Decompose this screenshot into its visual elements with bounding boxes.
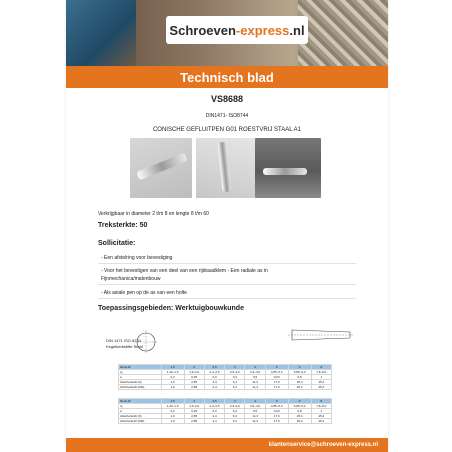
table-cell: d₁ [119,370,162,375]
table-cell: 4,4 [204,414,224,419]
table-row [119,385,332,390]
table-cell: 3,9–4,0 [245,370,265,375]
table-cell: 11,3 [245,419,265,424]
table-cell: 4,4 [204,385,224,390]
table-cell: 6,4 [225,385,245,390]
toolbox-photo [66,0,136,66]
table-cell: 25,4 [288,414,311,419]
table-cell: 45,2 [311,414,331,419]
table-cell: 11,3 [245,385,265,390]
table-cell: 0,3 [204,409,224,414]
brand-logo [166,16,308,44]
tensile-label: Treksterkte: 50 [98,222,148,229]
table-cell: 0,8 [288,375,311,380]
table-cell: 1,6 [161,385,184,390]
logo-accent: -express [235,22,290,38]
table-cell: 17,6 [265,385,288,390]
availability-text: Verkrijgbaar in diameter 2 t/m 8 en lengte 8 t/m 60 [98,211,209,217]
logo-main: Schroeven [169,22,236,38]
table-cell: 5 [265,365,288,370]
table-cell: 8 [311,399,331,404]
table-cell: 45,2 [311,419,331,424]
fields-label: Toepassingsgebieden: Werktuigbouwkunde [98,305,244,312]
product-photo-3 [255,138,321,198]
table-cell: 4,85–5,0 [265,404,288,409]
title-band: Technisch blad [66,66,388,88]
table-cell: 2,85 [184,385,204,390]
table-cell: 6 [288,365,311,370]
table-cell: 1,40–1,5 [161,370,184,375]
table-cell: 25,4 [288,419,311,424]
table-cell: 1,6 [161,380,184,385]
footer-email-link[interactable]: klantenservice@schroeven-express.nl [268,442,378,448]
table-cell: 4,4 [204,419,224,424]
table-cell: 5,85–6,0 [288,370,311,375]
table-cell: 0,5 [245,375,265,380]
table-cell: Abscherkraft (DM) [119,419,162,424]
bullet-3: Fijnmechanica/matenbouw [101,276,161,282]
divider [98,263,356,264]
drawing-caption-1: DIN 1471 ISO 8744 [106,338,141,343]
table-cell: 3 [225,365,245,370]
table-cell: 2,5 [204,365,224,370]
table-cell: 6,4 [225,419,245,424]
table-cell: 11,3 [245,414,265,419]
norm-text: DIN1471- ISO8744 [205,113,249,119]
table-cell: 2 [184,365,204,370]
table-cell: 25,4 [288,385,311,390]
table-cell: 0,3 [204,375,224,380]
table-cell: 4,85–5,0 [265,370,288,375]
table-cell: 2,85 [184,414,204,419]
table-cell: 1,40–1,5 [161,404,184,409]
table-cell: Abscherkraft (DM) [119,385,162,390]
table-cell: 4 [245,399,265,404]
product-description: CONISCHE GEFLUITPEN G01 ROESTVRIJ STAAL A1 [152,127,302,133]
table-cell: 1,6 [161,419,184,424]
table-cell: 5,85–6,0 [288,404,311,409]
table-cell: 2 [184,399,204,404]
product-photo-1 [130,138,192,198]
table-cell: 17,6 [265,414,288,419]
table-cell: 5 [265,399,288,404]
table-cell: 25,4 [288,380,311,385]
table-cell: 7,8–8,0 [311,404,331,409]
table-cell: 2,9–3,0 [225,404,245,409]
table-cell: 0,4 [225,409,245,414]
divider [98,284,356,285]
table-cell: 1,9–2,0 [184,370,204,375]
table-cell: 0,25 [184,375,204,380]
table-cell: 2,4–2,5 [204,404,224,409]
table-cell: 3,9–4,0 [245,404,265,409]
table-cell: 4 [245,365,265,370]
table-cell: 17,6 [265,419,288,424]
table-cell: 1 [311,375,331,380]
dimension-table-2 [118,398,332,424]
table-cell: 2,4–2,5 [204,370,224,375]
table-cell: 1,9–2,0 [184,404,204,409]
table-cell: a [119,409,162,414]
table-cell: 6 [288,399,311,404]
table-cell: 7,8–8,0 [311,370,331,375]
table-cell: 2,5 [204,399,224,404]
table-cell: 8 [311,365,331,370]
table-cell: 1,5 [161,365,184,370]
drawing-caption-2: Kegelkerbstifte Stahl [106,344,143,349]
table-cell: 1,6 [161,414,184,419]
table-cell: Nenn-Ø [119,365,162,370]
table-cell: 45,2 [311,380,331,385]
table-cell: 0,63 [265,375,288,380]
table-cell: 1,5 [161,399,184,404]
table-cell: 0,5 [245,409,265,414]
product-code: VS8688 [210,94,244,104]
table-cell: 0,2 [161,375,184,380]
application-label: Sollicitatie: [98,240,136,247]
table-cell: 0,25 [184,409,204,414]
product-photo-2 [196,138,256,198]
header-banner [66,0,388,66]
table-cell: 2,85 [184,380,204,385]
table-cell: 11,3 [245,380,265,385]
table-cell: 45,2 [311,385,331,390]
dimension-table-1 [118,364,332,390]
bullet-2: - Voor het bevestigen van een deel van een rijdraadklem - Een radiale as in [101,268,268,274]
table-cell: 0,8 [288,409,311,414]
bullet-1: - Een afstelring voor bevestiging [101,255,173,261]
table-cell: 0,2 [161,409,184,414]
table-cell: 3 [225,399,245,404]
table-cell: 17,6 [265,380,288,385]
logo-tld: .nl [289,22,305,38]
table-row [119,419,332,424]
screws-photo [298,0,388,66]
table-cell: 6,4 [225,414,245,419]
footer-band [66,438,388,452]
table-cell: 1 [311,409,331,414]
table-cell: 2,85 [184,419,204,424]
table-cell: Abscherkraft (S) [119,414,162,419]
table-cell: 2,9–3,0 [225,370,245,375]
table-cell: 0,63 [265,409,288,414]
table-cell: 4,4 [204,380,224,385]
table-cell: Abscherkraft (S) [119,380,162,385]
table-cell: d₁ [119,404,162,409]
datasheet-page [66,0,388,452]
table-cell: Nenn-Ø [119,399,162,404]
table-cell: 0,4 [225,375,245,380]
divider [98,298,356,299]
table-cell: a [119,375,162,380]
bullet-4: - Als axiale pen op de as van een holte [101,290,187,296]
table-cell: 6,4 [225,380,245,385]
